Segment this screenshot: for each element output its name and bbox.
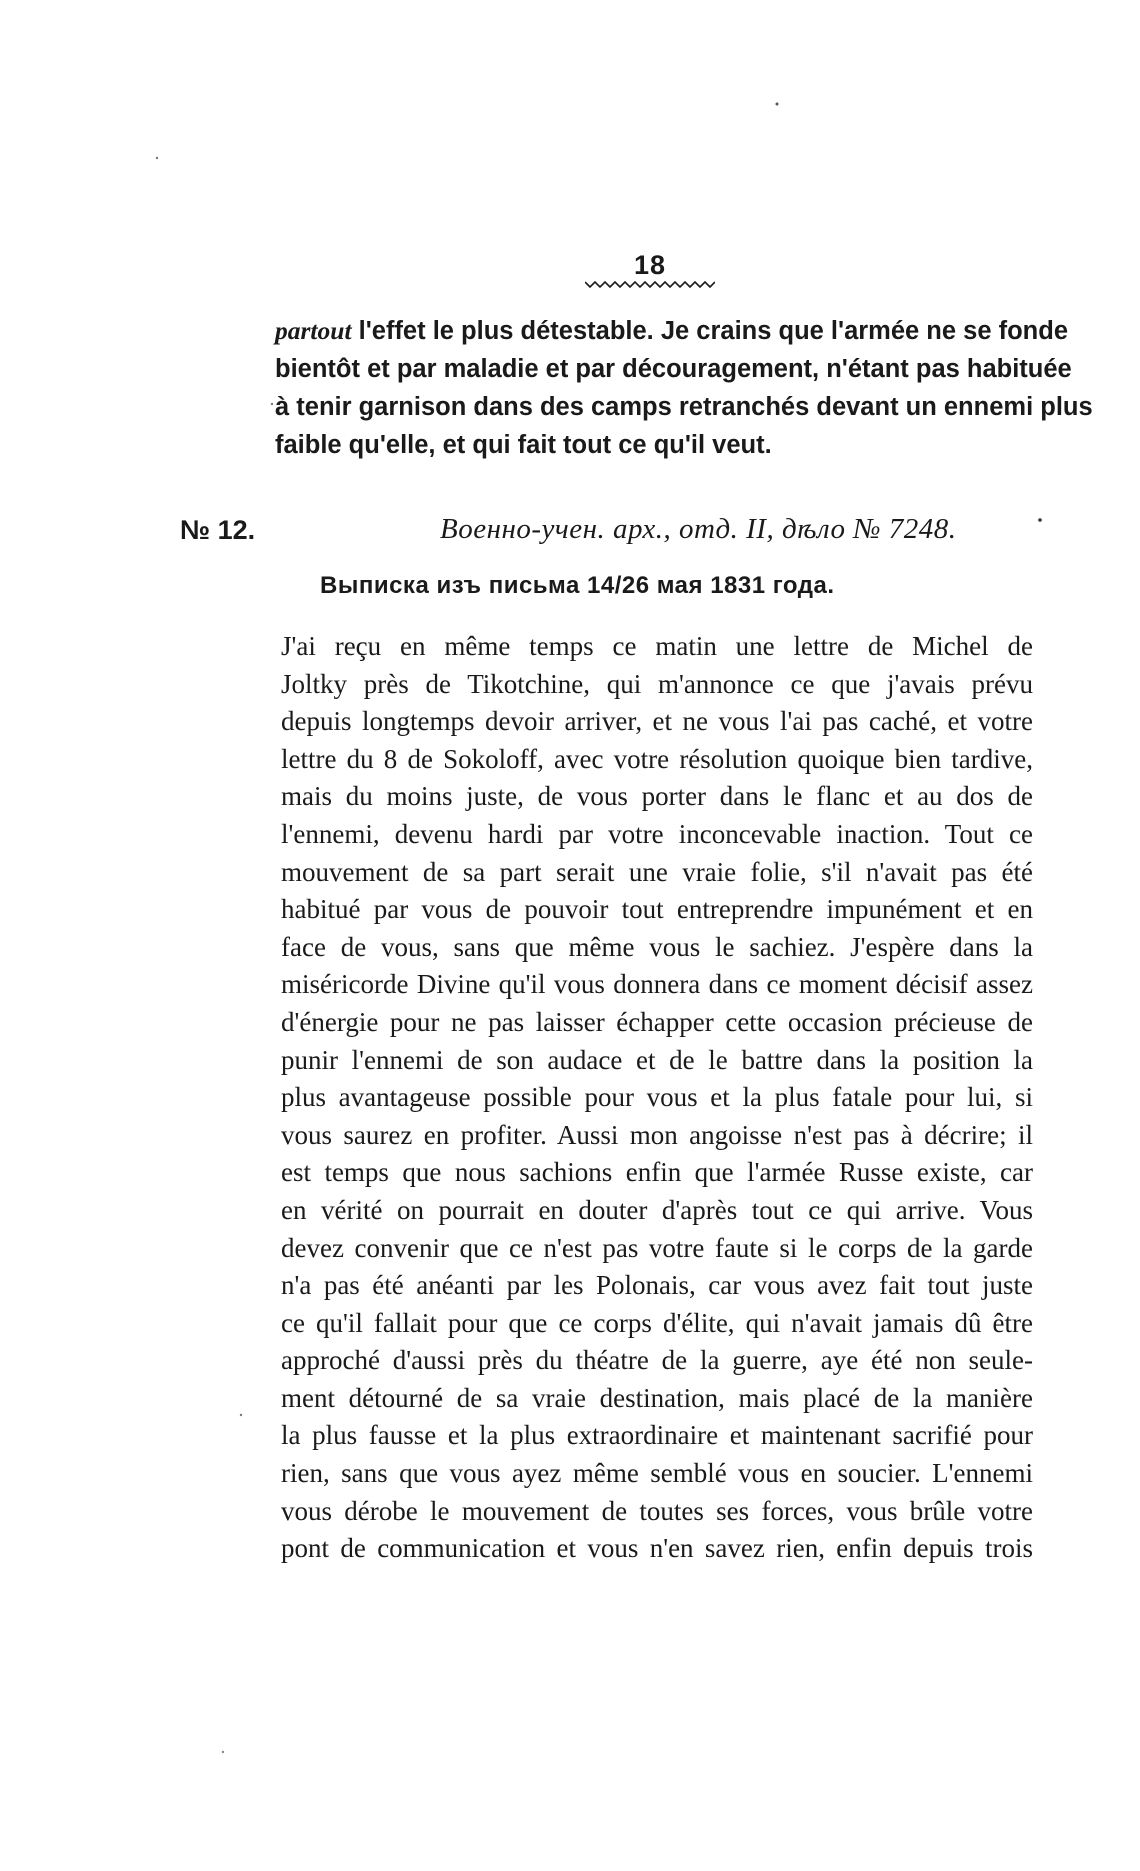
letter-line: depuis longtemps devoir arriver, et ne vous l'ai pas caché, et votre — [281, 706, 1033, 737]
letter-line: devez convenir que ce n'est pas votre faute si le corps de la garde — [281, 1232, 1033, 1263]
excerpt-heading: Выписка изъ письма 14/26 мая 1831 года. — [320, 572, 835, 599]
letter-body — [281, 628, 1033, 1568]
letter-line: l'ennemi, devenu hardi par votre inconcevable inaction. Tout ce — [281, 818, 1033, 849]
letter-line: punir l'ennemi de son audace et de le battre dans la position la — [281, 1044, 1033, 1075]
letter-line: lettre du 8 de Sokoloff, avec votre résolution quoique bien tardive, — [281, 743, 1033, 774]
letter-line: d'énergie pour ne pas laisser échapper cette occasion précieuse de — [281, 1006, 1033, 1037]
letter-line: est temps que nous sachions enfin que l'armée Russe existe, car — [281, 1157, 1033, 1188]
letter-line: miséricorde Divine qu'il vous donnera dans ce moment décisif assez — [281, 969, 1033, 1000]
letter-line: mais du moins juste, de vous porter dans le flanc et au dos de — [281, 781, 1033, 812]
letter-line: pont de communication et vous n'en savez rien, enfin depuis trois — [281, 1533, 1033, 1564]
archive-reference: Военно-учен. арх., отд. II, дѣло № 7248. — [440, 513, 957, 545]
letter-line: n'a pas été anéanti par les Polonais, car vous avez fait tout juste — [281, 1270, 1033, 1301]
letter-line: J'ai reçu en même temps ce matin une lettre de Michel de — [281, 631, 1033, 661]
letter-line: rien, sans que vous ayez même semblé vous en soucier. L'ennemi — [281, 1458, 1033, 1489]
continuation-paragraph — [275, 312, 1093, 464]
line-text: l'effet le plus détestable. Je crains que l'armée ne se fonde — [351, 317, 1068, 345]
document-number: № 12. — [180, 515, 256, 545]
letter-line: vous dérobe le mouvement de toutes ses forces, vous brûle votre — [281, 1495, 1033, 1526]
letter-line: mouvement de sa part serait une vraie folie, s'il n'avait pas été — [281, 856, 1033, 887]
letter-line: en vérité on pourrait en douter d'après tout ce qui arrive. Vous — [281, 1194, 1033, 1225]
paragraph-line: bientôt et par maladie et par découragement, n'étant pas habituée — [275, 355, 1072, 383]
letter-line: ment détourné de sa vraie destination, mais placé de la manière — [281, 1382, 1033, 1413]
letter-line: plus avantageuse possible pour vous et la plus fatale pour lui, si — [281, 1082, 1033, 1113]
letter-line: face de vous, sans que même vous le sachiez. J'espère dans la — [281, 931, 1033, 962]
paragraph-line — [275, 312, 1068, 350]
page-number-ornament — [585, 279, 715, 289]
page-number: 18 — [633, 250, 667, 280]
first-word: partout — [275, 316, 352, 345]
paragraph-line: à tenir garnison dans des camps retranchés devant un ennemi plus — [275, 393, 1093, 421]
letter-line: la plus fausse et la plus extraordinaire et maintenant sacrifié pour — [281, 1420, 1033, 1451]
letter-line: Joltky près de Tikotchine, qui m'annonce ce que j'avais prévu — [281, 668, 1033, 699]
letter-line: habitué par vous de pouvoir tout entreprendre impunément et en — [281, 894, 1033, 925]
letter-line: vous saurez en profiter. Aussi mon angoisse n'est pas à décrire; il — [281, 1119, 1033, 1150]
letter-line: approché d'aussi près du théatre de la guerre, aye été non seule- — [281, 1345, 1033, 1376]
paragraph-line: faible qu'elle, et qui fait tout ce qu'il veut. — [275, 431, 772, 459]
letter-line: ce qu'il fallait pour que ce corps d'élite, qui n'avait jamais dû être — [281, 1307, 1033, 1338]
